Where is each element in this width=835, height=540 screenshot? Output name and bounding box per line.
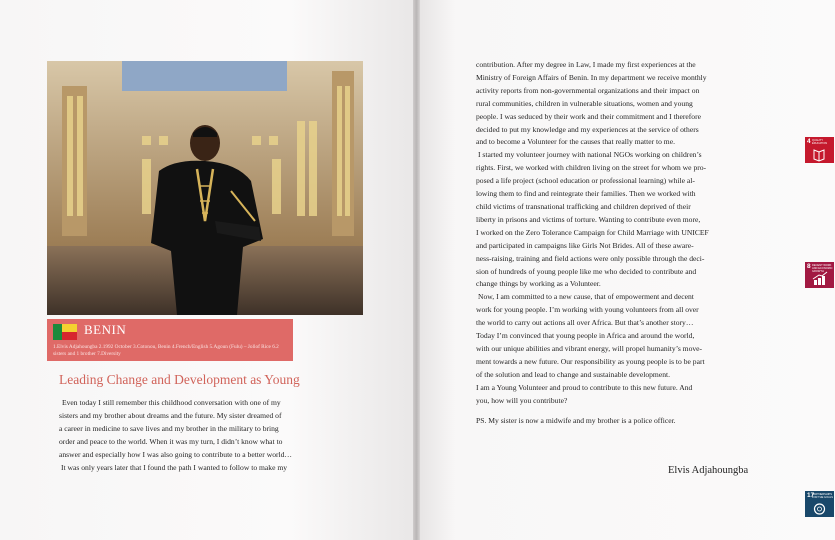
body-line: with our unique abilities and vibrant energy, will propel humanity’s move- [476,343,703,353]
body-line: you, how will you contribute? [476,395,568,405]
body-line: Now, I am committed to a new cause, that of empowerment and decent [478,292,694,302]
body-line: lowing them to find and reintegrate their families. Then we worked with [476,189,696,199]
body-line: child victims of transnational trafficking and children deprived of their [476,201,691,211]
book-icon [805,137,834,163]
body-line: I am a Young Volunteer and proud to contribute to this new future. And [476,382,693,392]
body-line: sion of hundreds of young people like me who decided to contribute and [476,266,697,276]
flag-yellow-band [62,324,77,332]
body-line: the world to carry out actions all over Africa. But that’s another story… [476,318,694,328]
body-line: of the solution and lead to change and sustainable development. [476,369,671,379]
body-line: and to become a Volunteer for the causes that really matter to me. [476,137,675,147]
body-line: Today I’m convinced that young people in Africa and around the world, [476,331,695,341]
right-body-text [476,59,758,407]
body-line: answer and especially how I was also going to contribute to a better world… [59,449,293,459]
body-line: sisters and my brother about dreams and the future. My sister dreamed of [59,410,282,420]
sdg-8-badge [805,262,834,288]
body-line: order and peace to the world. When it was my turn, I didn’t know what to [59,436,283,446]
body-line: a career in medicine to save lives and my brother in the military to bring [59,423,279,433]
body-line: change things by working as a Volunteer. [476,279,601,289]
body-line: It was only years later that I found the path I wanted to follow to make my [61,462,288,472]
body-line: rural communities, children in vulnerable situations, women and young [476,98,693,108]
sdg-number: 8 [807,263,811,270]
body-line: contribution. After my degree in Law, I made my first experiences at the [476,60,696,69]
benin-flag-icon [53,324,77,340]
body-line: rights. First, we worked with children living on the street for whom we pro- [476,163,707,173]
sdg-title: QUALITY EDUCATION [812,139,828,145]
sdg-title: PARTNERSHIPS FOR THE GOALS [812,493,833,499]
left-body-text [59,397,341,474]
body-line: people. I was seduced by their work and their commitment and I therefore [476,111,701,121]
body-line: activity reports from non-governmental organizations and their impact on [476,85,700,95]
country-banner [47,319,293,361]
body-line: liberty in prisons and victims of torture. Wanting to contribute even more, [476,214,701,224]
partnership-ring-icon [805,491,834,517]
sdg-17-badge [805,491,834,517]
sdg-4-badge [805,137,834,163]
body-line: decided to put my knowledge and my experiences at the service of others [476,124,699,134]
flag-green-band [53,324,62,340]
body-line: Ministry of Foreign Affairs of Benin. In my department we receive monthly [476,72,707,82]
body-line: and participated in campaigns like Girls Not Brides. All of these aware- [476,240,694,250]
country-facts: 1.Elvis Adjahoungba 2.1992 October 3.Cotonou, Benin 4.French/English 5.Agoun (Fulu) – Jollof Rice 6.2 sisters and 1 brother 7.Diversity [53,344,279,357]
book-gutter [413,0,420,540]
sdg-title: DECENT WORK AND ECONOMIC GROWTH [812,264,833,273]
flag-red-band [62,332,77,340]
body-line: Even today I still remember this childhood conversation with one of my [62,398,281,407]
sdg-number: 4 [807,138,811,145]
body-line: I started my volunteer journey with national NGOs working on children’s [478,150,702,160]
portrait-photo [47,61,363,315]
body-line: work for young people. I’m working with young volunteers from all over [476,305,699,315]
country-name: BENIN [84,322,127,337]
body-line: I worked on the Zero Tolerance Campaign for Child Marriage with UNICEF [476,227,709,237]
body-line: ment towards a new future. Our responsibility as young people is to be part [476,356,705,366]
body-line: ness-raising, training and field actions were only possible through the deci- [476,253,705,263]
article-heading: Leading Change and Development as Young [59,372,300,387]
sdg-number: 17 [807,492,815,499]
author-signature: Elvis Adjahoungba [668,465,749,476]
growth-chart-icon [805,262,834,288]
body-line: posed a life project (school education or professional learning) while al- [476,176,695,186]
postscript: PS. My sister is now a midwife and my brother is a police officer. [476,416,676,425]
